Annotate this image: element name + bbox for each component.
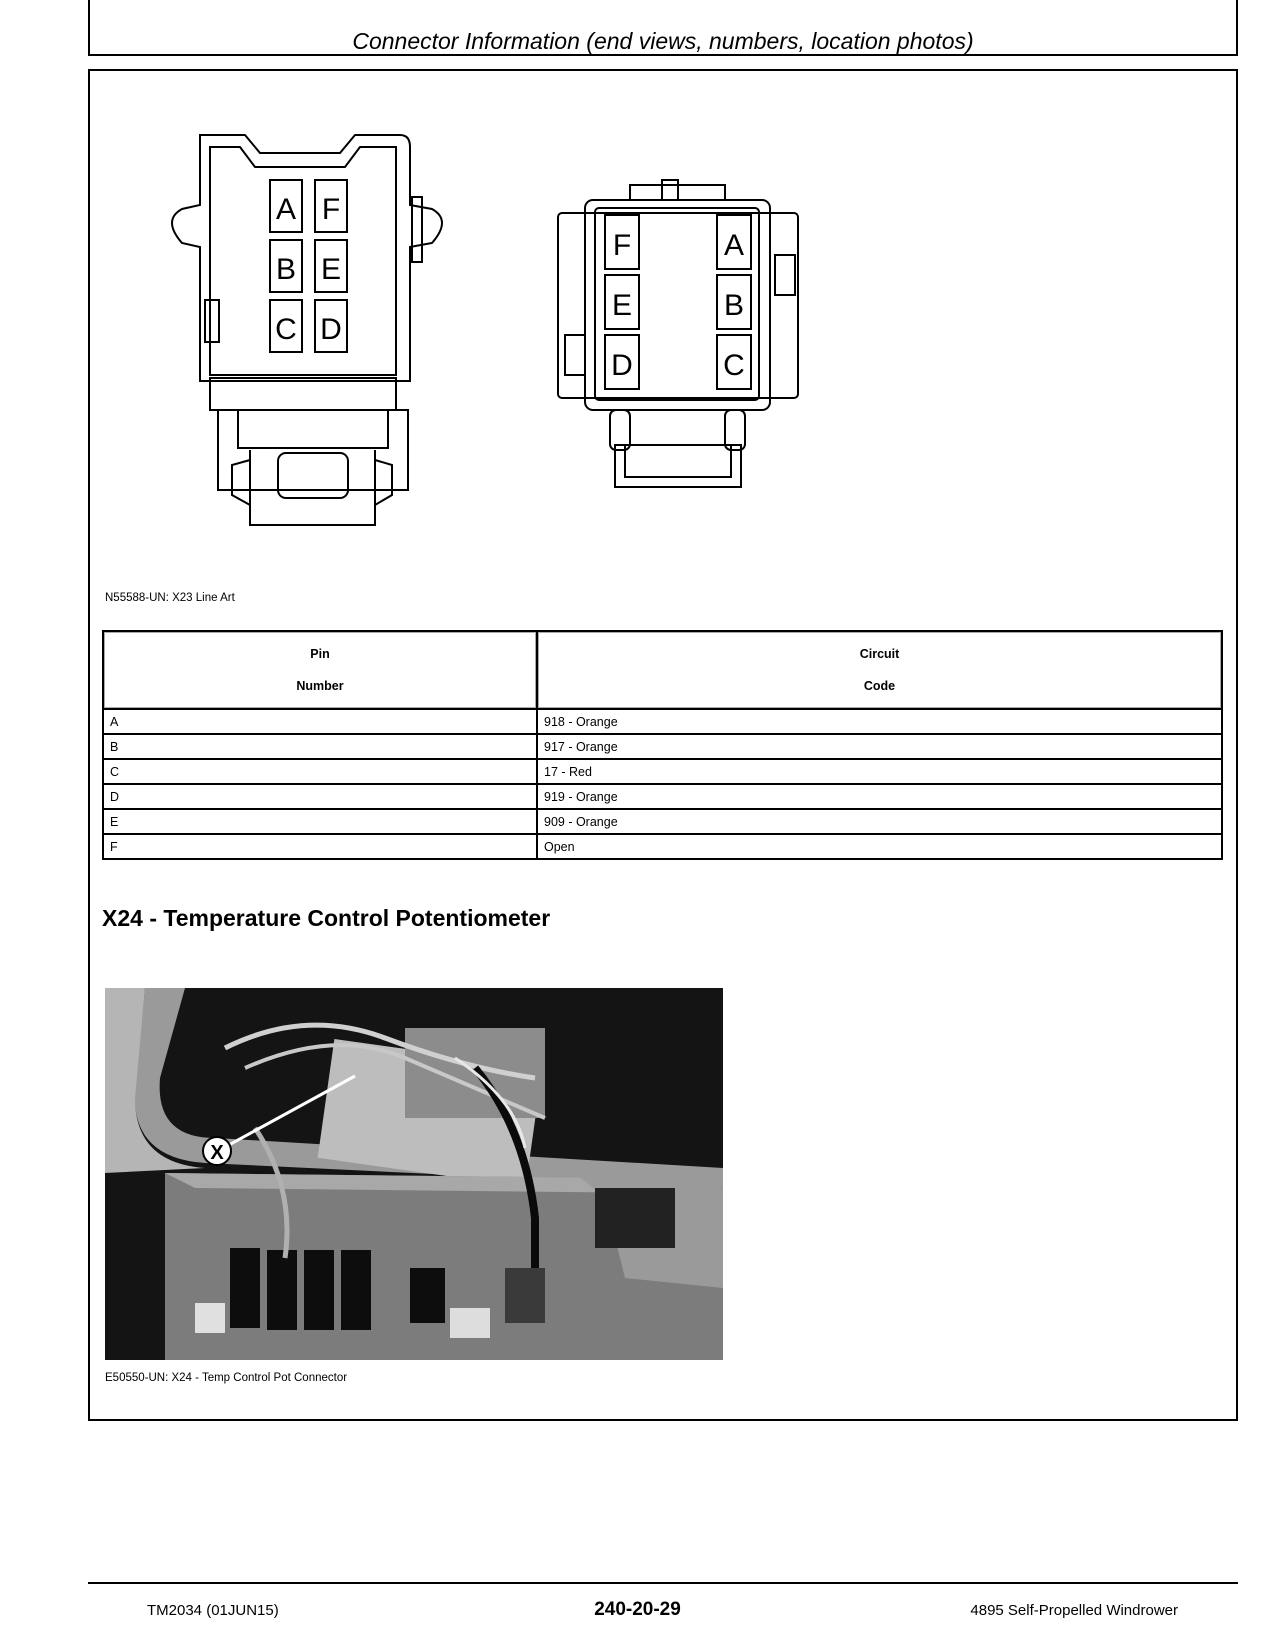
pin-table bbox=[102, 630, 1223, 860]
code-cell: 909 - Orange bbox=[537, 809, 1222, 834]
figure-caption-x23: N55588-UN: X23 Line Art bbox=[105, 592, 235, 604]
photo-illustration bbox=[105, 988, 723, 1360]
table-row bbox=[103, 709, 1222, 734]
code-cell: Open bbox=[537, 834, 1222, 859]
footer-manual-id: TM2034 (01JUN15) bbox=[147, 1602, 279, 1619]
right-connector-drawing bbox=[558, 180, 798, 487]
pin-label: B bbox=[723, 289, 745, 322]
pin-cell: D bbox=[103, 784, 537, 809]
page-header-title: Connector Information (end views, numbers, location photos) bbox=[352, 28, 974, 54]
footer-rule bbox=[88, 1582, 1238, 1584]
code-cell: 918 - Orange bbox=[537, 709, 1222, 734]
pin-cell: B bbox=[103, 734, 537, 759]
pin-label: F bbox=[321, 193, 341, 226]
table-row bbox=[103, 784, 1222, 809]
figure-caption-x24: E50550-UN: X24 - Temp Control Pot Connector bbox=[105, 1372, 348, 1384]
pin-label: C bbox=[723, 349, 745, 382]
code-cell: 919 - Orange bbox=[537, 784, 1222, 809]
footer-machine-name: 4895 Self-Propelled Windrower bbox=[970, 1602, 1178, 1619]
pin-label: C bbox=[275, 313, 297, 346]
table-row bbox=[103, 734, 1222, 759]
pin-label: E bbox=[320, 253, 342, 286]
connector-location-photo bbox=[105, 988, 723, 1360]
pin-cell: E bbox=[103, 809, 537, 834]
code-cell: 917 - Orange bbox=[537, 734, 1222, 759]
column-header-pin-number: Pin Number bbox=[103, 631, 537, 709]
pin-label: D bbox=[611, 349, 633, 382]
table-row bbox=[103, 759, 1222, 784]
pin-cell: A bbox=[103, 709, 537, 734]
pin-label: A bbox=[275, 193, 297, 226]
table-row bbox=[103, 809, 1222, 834]
pin-cell: F bbox=[103, 834, 537, 859]
column-header-circuit-code: Circuit Code bbox=[537, 631, 1222, 709]
pin-label: F bbox=[612, 229, 632, 262]
x23-line-art bbox=[170, 125, 820, 545]
footer-page-number: 240-20-29 bbox=[594, 1599, 681, 1620]
section-title: X24 - Temperature Control Potentiometer bbox=[102, 905, 551, 931]
pin-label: A bbox=[723, 229, 745, 262]
photo-callout-x: X bbox=[210, 1142, 224, 1164]
pin-label: D bbox=[320, 313, 342, 346]
code-cell: 17 - Red bbox=[537, 759, 1222, 784]
table-header-row bbox=[103, 631, 1222, 709]
left-connector-drawing bbox=[172, 135, 442, 525]
pin-cell: C bbox=[103, 759, 537, 784]
table-row bbox=[103, 834, 1222, 859]
pin-label: B bbox=[275, 253, 297, 286]
pin-label: E bbox=[611, 289, 633, 322]
